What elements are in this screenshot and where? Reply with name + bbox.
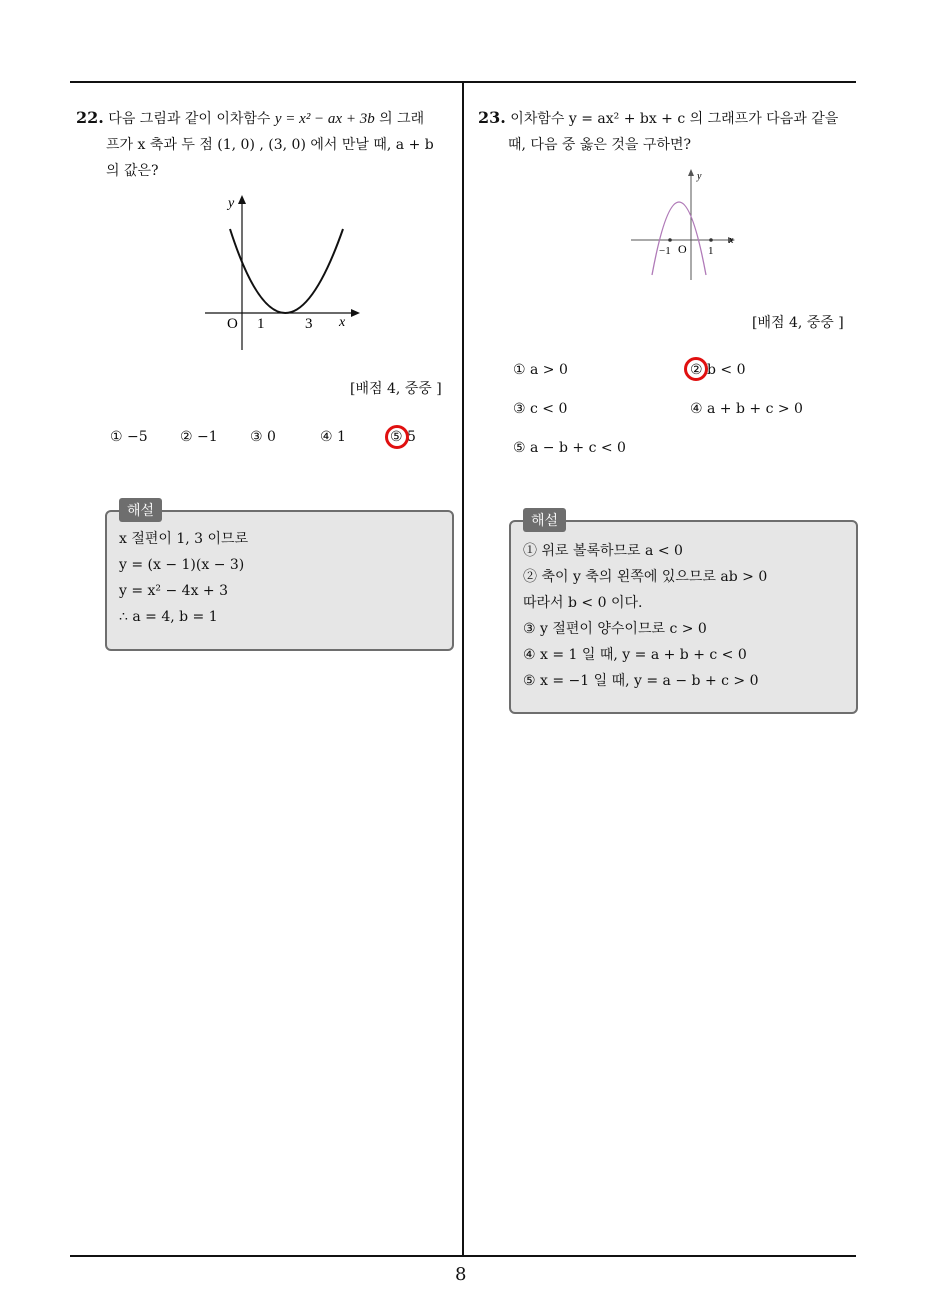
question-number: 23. <box>478 108 506 127</box>
solution-tag: 해설 <box>119 498 162 522</box>
origin-label: O <box>227 316 238 332</box>
choice-2[interactable]: ② b < 0 <box>690 362 746 378</box>
x-axis-label: x <box>339 315 346 330</box>
solution-tag: 해설 <box>523 508 566 532</box>
question-text: 프가 x 축과 두 점 (1, 0) , (3, 0) 에서 만날 때, a + b <box>106 137 434 153</box>
choice-2[interactable]: ② −1 <box>180 429 218 445</box>
page-number: 8 <box>455 1264 467 1285</box>
tick-label-neg-one: −1 <box>659 245 671 257</box>
solution-line: y = x² − 4x + 3 <box>119 583 229 599</box>
choice-5[interactable]: ⑤ 5 <box>390 429 416 445</box>
solution-line: ③ y 절편이 양수이므로 c > 0 <box>523 621 707 637</box>
origin-label: O <box>678 242 687 256</box>
question-text: 의 그래 <box>374 111 425 127</box>
solution-line: ② 축이 y 축의 왼쪽에 있으므로 ab > 0 <box>523 569 768 585</box>
solution-box-23 <box>509 520 858 714</box>
question-number: 22. <box>76 108 104 127</box>
math-expression: y = x² − ax + 3b <box>274 111 375 127</box>
x-axis-label: x <box>729 235 734 246</box>
choice-4[interactable]: ④ 1 <box>320 429 346 445</box>
score-label: [배점 4, 중중 ] <box>752 315 844 331</box>
solution-box-22 <box>105 510 454 651</box>
question-text: 이차함수 y = ax² + bx + c 의 그래프가 다음과 같을 <box>510 111 839 127</box>
question-text: 의 값은? <box>106 163 159 179</box>
solution-line: ∴ a = 4, b = 1 <box>119 609 218 625</box>
choice-1[interactable]: ① −5 <box>110 429 148 445</box>
solution-line: ④ x = 1 일 때, y = a + b + c < 0 <box>523 647 747 663</box>
q22-graph <box>195 192 365 357</box>
bottom-rule <box>70 1255 856 1257</box>
score-label: [배점 4, 중중 ] <box>350 381 442 397</box>
question-23 <box>478 105 858 158</box>
q23-graph <box>625 165 745 285</box>
choice-4[interactable]: ④ a + b + c > 0 <box>690 401 803 417</box>
tick-label-one: 1 <box>708 245 714 257</box>
y-axis-label: y <box>697 171 702 182</box>
tick-label-1: 1 <box>257 316 265 332</box>
y-axis-label: y <box>228 196 235 211</box>
parabola-curve <box>230 229 343 313</box>
tick-label-3: 3 <box>305 316 313 332</box>
point-neg-one <box>668 238 672 242</box>
solution-line: x 절편이 1, 3 이므로 <box>119 531 249 547</box>
answer-mark-circle <box>385 425 409 449</box>
solution-line: 따라서 b < 0 이다. <box>523 595 643 611</box>
choice-1[interactable]: ① a > 0 <box>513 362 568 378</box>
solution-line: y = (x − 1)(x − 3) <box>119 557 245 573</box>
column-divider <box>462 83 464 1256</box>
question-22 <box>76 105 456 184</box>
choice-3[interactable]: ③ c < 0 <box>513 401 568 417</box>
solution-line: ① 위로 볼록하므로 a < 0 <box>523 543 683 559</box>
solution-line: ⑤ x = −1 일 때, y = a − b + c > 0 <box>523 673 759 689</box>
x-axis-arrow <box>351 309 360 317</box>
solution-content <box>119 526 248 630</box>
parabola-curve <box>652 202 706 275</box>
y-axis-arrow <box>688 169 694 176</box>
solution-content <box>523 538 767 694</box>
choice-3[interactable]: ③ 0 <box>250 429 276 445</box>
question-text: 때, 다음 중 옳은 것을 구하면? <box>508 137 691 153</box>
answer-mark-circle <box>684 357 708 381</box>
y-axis-arrow <box>238 195 246 204</box>
choice-5[interactable]: ⑤ a − b + c < 0 <box>513 440 626 456</box>
question-text: 다음 그림과 같이 이차함수 <box>108 111 275 127</box>
point-one <box>709 238 713 242</box>
